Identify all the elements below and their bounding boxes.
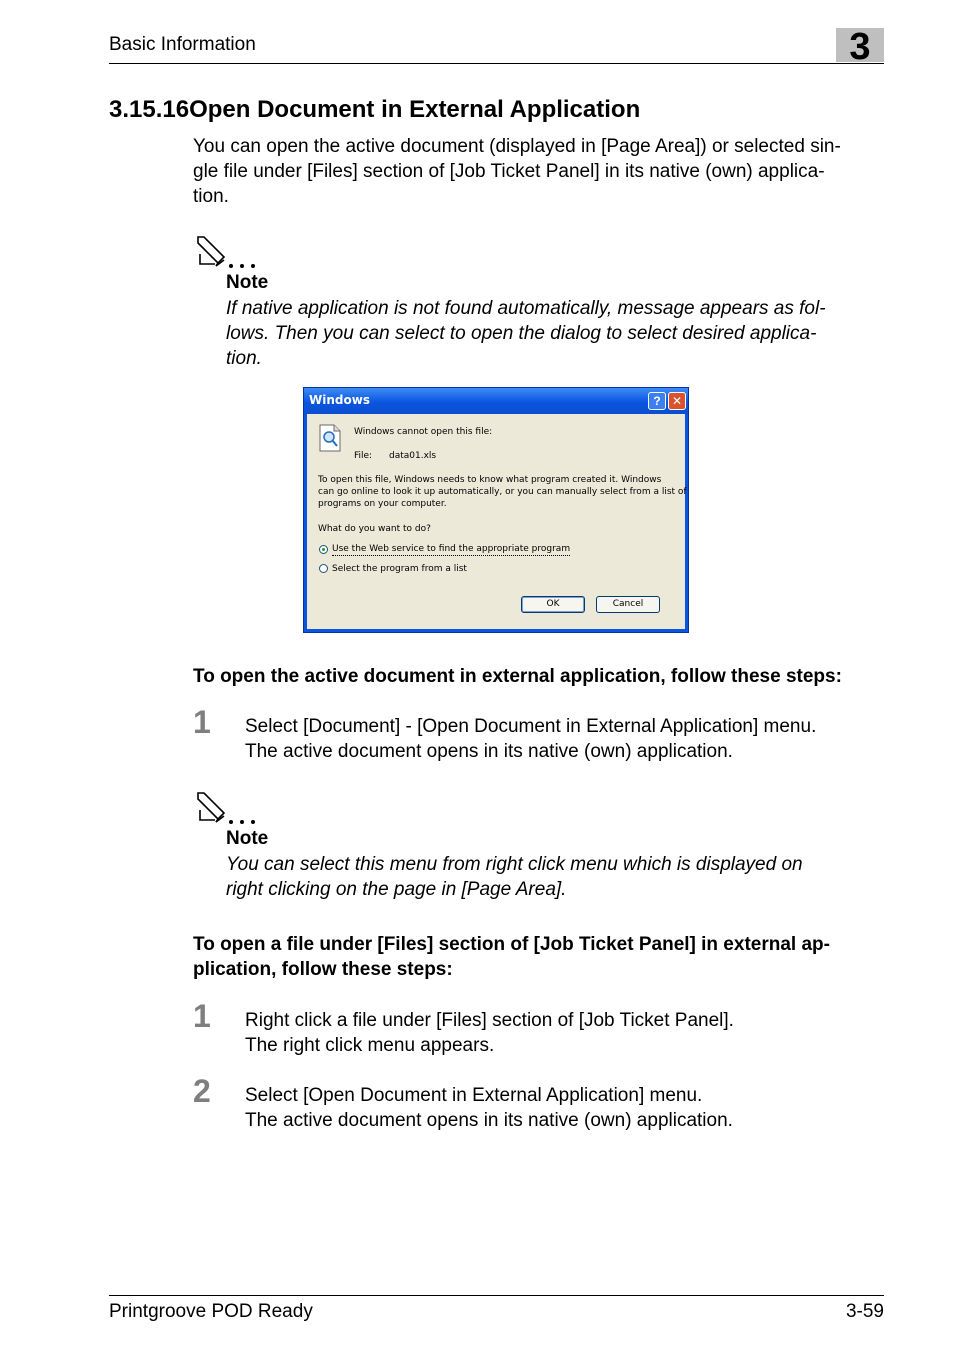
question-label: What do you want to do? [318, 524, 431, 534]
dialog-message: Windows cannot open this file: [354, 427, 493, 437]
step-text [245, 714, 885, 764]
page-header [109, 26, 884, 68]
heading-line: To open a file under [Files] section of [Job Ticket Panel] in external ap- [193, 934, 830, 955]
header-title: Basic Information [109, 34, 256, 55]
pencil-note-icon [195, 790, 265, 826]
step-line: The active document opens in its native (own) application. [245, 741, 733, 762]
help-button[interactable]: ? [648, 392, 666, 410]
step-line: Select [Open Document in External Application] menu. [245, 1085, 703, 1106]
note-line: You can select this menu from right click menu which is displayed on [226, 854, 803, 875]
chapter-number: 3 [849, 26, 871, 68]
windows-dialog [303, 387, 689, 633]
file-name: data01.xls [389, 451, 437, 461]
intro-line: gle file under [Files] section of [Job Ticket Panel] in its native (own) applica- [193, 161, 825, 182]
explain-line: can go online to look it up automatically, or you can manually select from a list of [318, 487, 687, 497]
cancel-button[interactable]: Cancel [596, 596, 660, 613]
dialog-body [307, 414, 685, 629]
step-number: 1 [193, 704, 211, 740]
radio-web-service[interactable] [319, 545, 328, 554]
step-text [245, 1008, 885, 1058]
step-line: The active document opens in its native (own) application. [245, 1110, 733, 1131]
step-line: Right click a file under [Files] section of [Job Ticket Panel]. [245, 1010, 734, 1031]
pencil-note-icon [195, 234, 265, 270]
step-line: The right click menu appears. [245, 1035, 495, 1056]
step-number: 1 [193, 998, 211, 1034]
ok-button[interactable]: OK [521, 596, 585, 613]
option-list-label[interactable]: Select the program from a list [332, 564, 467, 574]
close-button[interactable]: ✕ [668, 392, 686, 410]
dialog-titlebar [304, 388, 688, 414]
option-web-label[interactable]: Use the Web service to find the appropriate program [332, 544, 571, 554]
product-name: Printgroove POD Ready [109, 1301, 313, 1322]
intro-line: You can open the active document (displayed in [Page Area]) or selected sin- [193, 136, 841, 157]
dialog-title: Windows [309, 393, 370, 407]
intro-paragraph [193, 134, 885, 209]
step-line: Select [Document] - [Open Document in External Application] menu. [245, 716, 817, 737]
page-number: 3-59 [845, 1301, 884, 1322]
steps-heading [193, 932, 885, 982]
steps-heading: To open the active document in external application, follow these steps: [193, 666, 842, 687]
note-line: right clicking on the page in [Page Area]. [226, 879, 567, 900]
chapter-badge [836, 26, 884, 68]
file-label: File: [354, 451, 373, 461]
page-footer [109, 1295, 884, 1322]
note-line: lows. Then you can select to open the dialog to select desired applica- [226, 323, 817, 344]
note-text [226, 296, 886, 371]
intro-line: tion. [193, 186, 229, 207]
note-label: Note [226, 828, 269, 849]
note-text [226, 852, 886, 902]
section-title: 3.15.16Open Document in External Application [109, 96, 641, 123]
radio-select-list[interactable] [319, 564, 328, 573]
explain-line: To open this file, Windows needs to know what program created it. Windows [318, 475, 662, 485]
note-line: tion. [226, 348, 262, 369]
file-search-icon [319, 424, 341, 452]
step-number: 2 [193, 1073, 211, 1109]
note-line: If native application is not found automatically, message appears as fol- [226, 298, 826, 319]
heading-line: plication, follow these steps: [193, 959, 453, 980]
explain-line: programs on your computer. [318, 499, 447, 509]
note-label: Note [226, 272, 269, 293]
step-text [245, 1083, 885, 1133]
